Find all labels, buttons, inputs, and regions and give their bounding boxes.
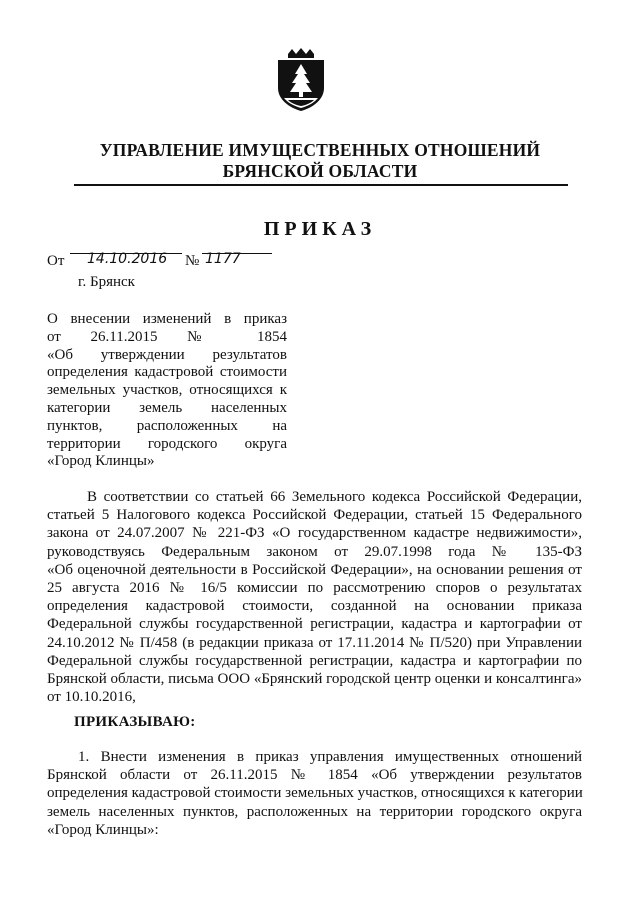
order-date: 14.10.2016: [87, 251, 168, 267]
order-date-number-line: [47, 253, 307, 273]
order-item-1: [47, 748, 582, 839]
subject-line: земельных участков, относящихся к: [47, 382, 287, 399]
preamble-line: закона от 24.07.2007 № 221-ФЗ «О государственном кадастре недвижимости»,: [47, 525, 582, 542]
subject-line: О внесении изменений в приказ: [47, 311, 287, 327]
subject-line: категории земель населенных: [47, 399, 287, 416]
preamble-line: 24.10.2012 № П/458 (в редакции приказа от 17.11.2014 № П/520) при Управлении: [47, 634, 582, 651]
item-line: земель населенных пунктов, расположенных на территории городского округа: [47, 803, 582, 820]
preamble-line: определения кадастровой стоимости, созданной на основании приказа: [47, 598, 582, 615]
item-line: «Город Клинцы»:: [47, 821, 159, 838]
date-prefix: От: [47, 253, 65, 269]
item-line: определения кадастровой стоимости земельных участков, относящихся к категории: [47, 785, 583, 802]
order-number: 1177: [205, 251, 241, 267]
order-subject: [47, 311, 287, 471]
document-title: ПРИКАЗ: [263, 218, 377, 240]
preamble-paragraph: [47, 488, 582, 706]
preamble-line: Брянской области, письма ООО «Брянский городской центр оценки и консалтинга»: [47, 670, 582, 687]
preamble-line: Федеральной службы государственной регистрации, кадастра и картографии от: [47, 616, 582, 633]
organization-name-line2: БРЯНСКОЙ ОБЛАСТИ: [222, 161, 418, 181]
number-prefix: №: [185, 253, 200, 269]
preamble-line: от 10.10.2016,: [47, 689, 136, 706]
subject-line: территории городского округа: [47, 435, 287, 452]
header-divider: [74, 184, 568, 186]
preamble-line: В соответствии со статьей 66 Земельного кодекса Российской Федерации,: [87, 489, 582, 505]
subject-line: «Город Клинцы»: [47, 453, 155, 470]
subject-line: «Об утверждении результатов: [47, 346, 287, 363]
subject-line: пунктов, расположенных на: [47, 417, 287, 434]
preamble-line: «Об оценочной деятельности в Российской Федерации», на основании решения от: [47, 561, 582, 578]
order-city: г. Брянск: [78, 274, 135, 290]
preamble-line: руководствуясь Федеральным законом от 29.07.1998 года № 135-ФЗ: [47, 543, 582, 560]
preamble-line: статьей 5 Налогового кодекса Российской Федерации, статьей 15 Федерального: [47, 507, 582, 524]
subject-line: определения кадастровой стоимости: [47, 364, 287, 381]
item-line: 1. Внести изменения в приказ управления имущественных отношений: [78, 749, 582, 765]
coat-of-arms-icon: [274, 48, 328, 112]
preamble-line: 25 августа 2016 № 16/5 комиссии по рассмотрению споров о результатах: [47, 579, 582, 596]
order-directive-heading: ПРИКАЗЫВАЮ:: [74, 714, 196, 730]
item-line: Брянской области от 26.11.2015 № 1854 «Об утверждении результатов: [47, 767, 582, 784]
subject-line: от 26.11.2015 № 1854: [47, 328, 287, 345]
preamble-line: Федеральной службы государственной регистрации, кадастра и картографии по: [47, 652, 582, 669]
organization-name-line1: УПРАВЛЕНИЕ ИМУЩЕСТВЕННЫХ ОТНОШЕНИЙ: [99, 140, 541, 160]
